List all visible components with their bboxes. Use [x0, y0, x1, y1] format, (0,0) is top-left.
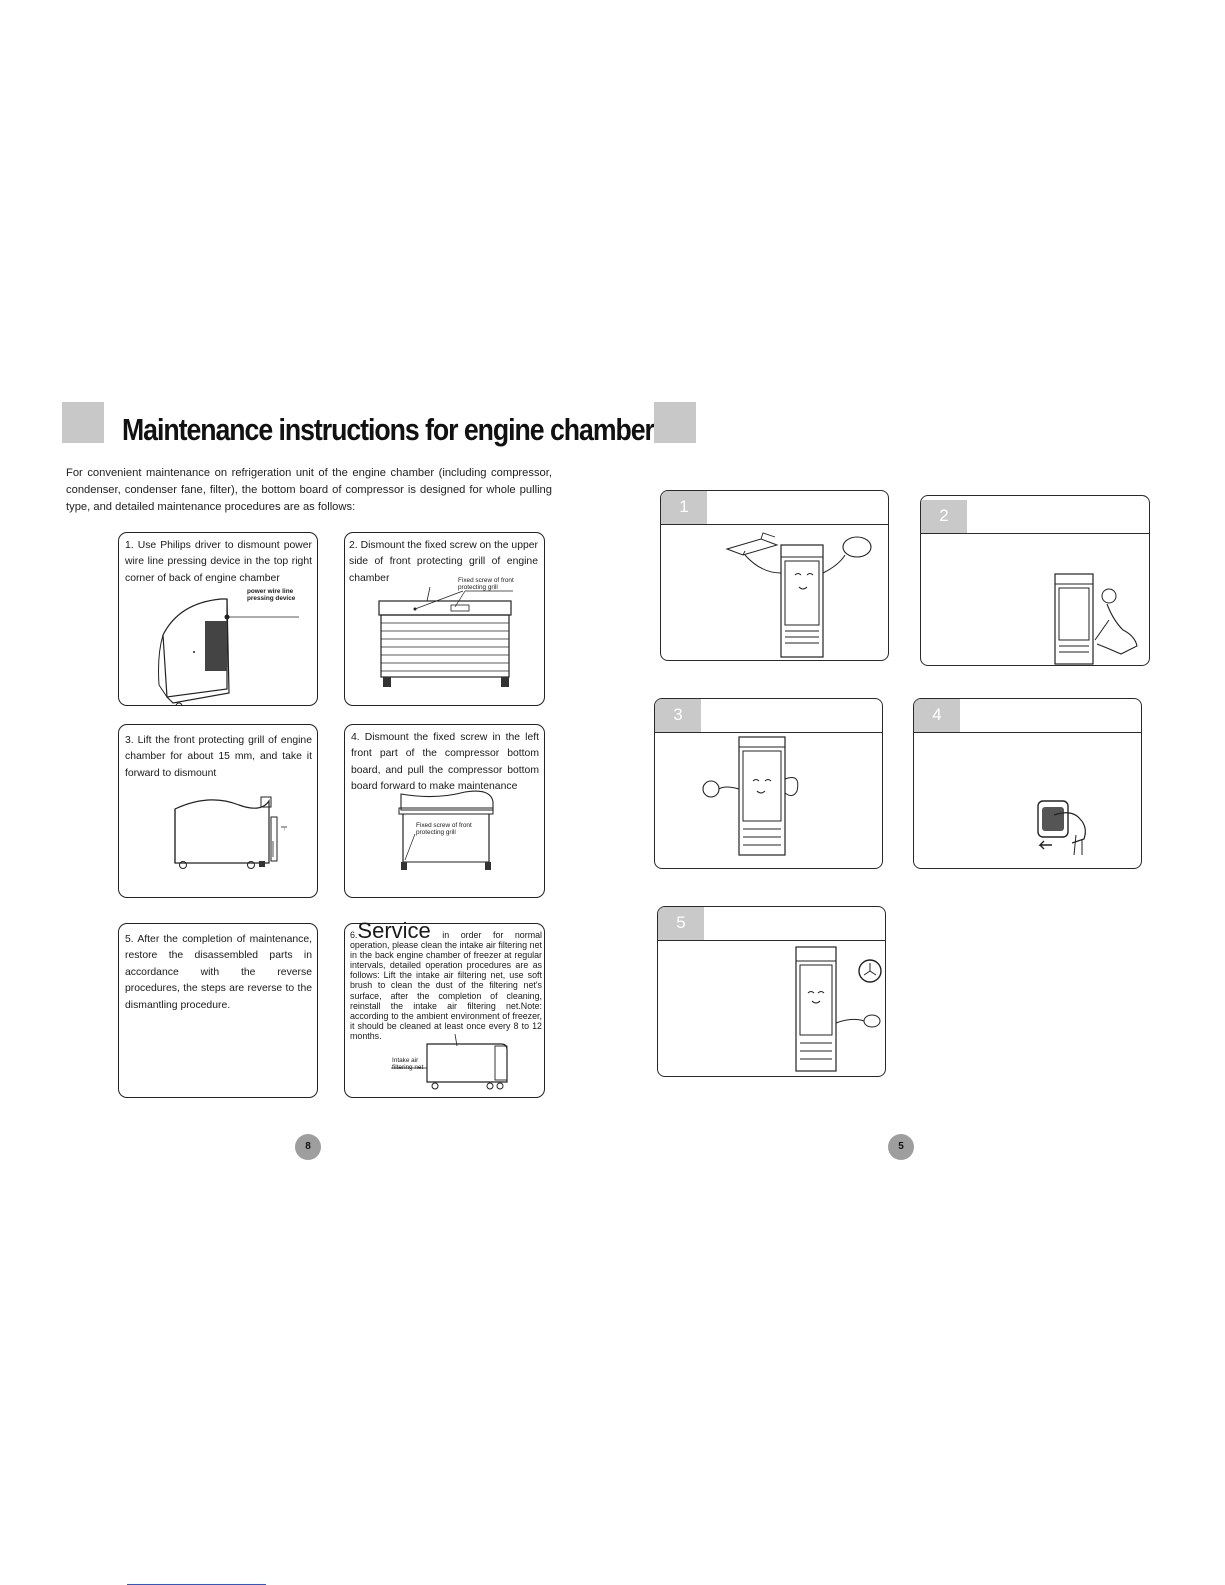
- bottom-board-illustration: [395, 790, 547, 898]
- step-1-box: [118, 532, 318, 706]
- fridge-mascot-plug-card-3: [695, 733, 855, 868]
- card-3: [654, 698, 883, 869]
- service-body: in order for normal operation, please clean the intake air filtering net in the back engine chamber of freezer at regular intervals, detailed operation procedures are as follows: Lift the intake air filtering net, use soft brush to clean the dust of the filtering net's surface, after the completion of cleaning, reinstall the intake air filtering net.Note: according to the ambient environment of freezer, it should be cleaned at least once every 8 to 12 months.: [350, 930, 542, 1041]
- step-4-text: 4. Dismount the fixed screw in the left front part of the compressor bottom board, and pull the compressor bottom board forward to make maintenance: [351, 732, 539, 793]
- service-heading: Service: [357, 918, 431, 943]
- grill-lift-illustration: [169, 791, 309, 897]
- card-5-number: 5: [658, 907, 704, 940]
- fridge-kneeling-person-card-2: [1051, 570, 1150, 666]
- step-1-text: 1. Use Philips driver to dismount power wire line pressing device in the top right corner of back of engine chamber: [125, 540, 312, 584]
- section-marker-left: [62, 402, 104, 443]
- intro-paragraph: For convenient maintenance on refrigeration unit of the engine chamber (including compressor, condenser, condenser fane, filter), the bottom board of compressor is designed for whole pulling type, and detailed maintenance procedures are as follows:: [66, 467, 552, 513]
- step-3-box: [118, 724, 318, 898]
- service-prefix: 6.: [350, 930, 358, 940]
- section-marker-right: [654, 402, 696, 443]
- service-text: [350, 918, 542, 1041]
- page-number-right: 5: [888, 1134, 914, 1160]
- card-2: [920, 495, 1150, 666]
- step-2-box: [344, 532, 545, 706]
- step-4-caption: Fixed screw of front protecting grill: [416, 822, 472, 836]
- svg-text:↑: ↑: [283, 827, 286, 833]
- card-1: [660, 490, 889, 661]
- service-caption: Intake air filtering net: [392, 1057, 424, 1071]
- front-grill-illustration: [375, 587, 540, 705]
- fridge-clock-card-5: [788, 943, 886, 1075]
- card-5: [657, 906, 886, 1077]
- page-title: Maintenance instructions for engine chamber: [122, 412, 654, 447]
- step-5-box: [118, 923, 318, 1098]
- card-1-number: 1: [661, 491, 707, 524]
- step-3-text: 3. Lift the front protecting grill of engine chamber for about 15 mm, and take it forward to dismount: [125, 735, 312, 779]
- card-4: [913, 698, 1142, 869]
- service-box: [344, 918, 545, 1098]
- step-2-caption: Fixed screw of front protecting grill: [458, 577, 514, 591]
- step-2-text: 2. Dismount the fixed screw on the upper side of front protecting grill of engine chamber: [349, 540, 538, 584]
- card-4-number: 4: [914, 699, 960, 732]
- step-1-caption: power wire line pressing device: [247, 588, 296, 602]
- step-4-box: [344, 724, 545, 898]
- engine-chamber-rear-illustration: [149, 585, 314, 705]
- fridge-mascot-card-1: [721, 525, 886, 660]
- card-2-number: 2: [921, 500, 967, 533]
- page-number-left: 8: [295, 1134, 321, 1160]
- filter-net-illustration: [385, 1034, 545, 1096]
- card-3-number: 3: [655, 699, 701, 732]
- step-5-text: 5. After the completion of maintenance, restore the disassembled parts in accordance with the reverse procedures, the steps are reverse to the dismantling procedure.: [125, 934, 312, 1011]
- unplug-hand-card-4: [1032, 795, 1102, 857]
